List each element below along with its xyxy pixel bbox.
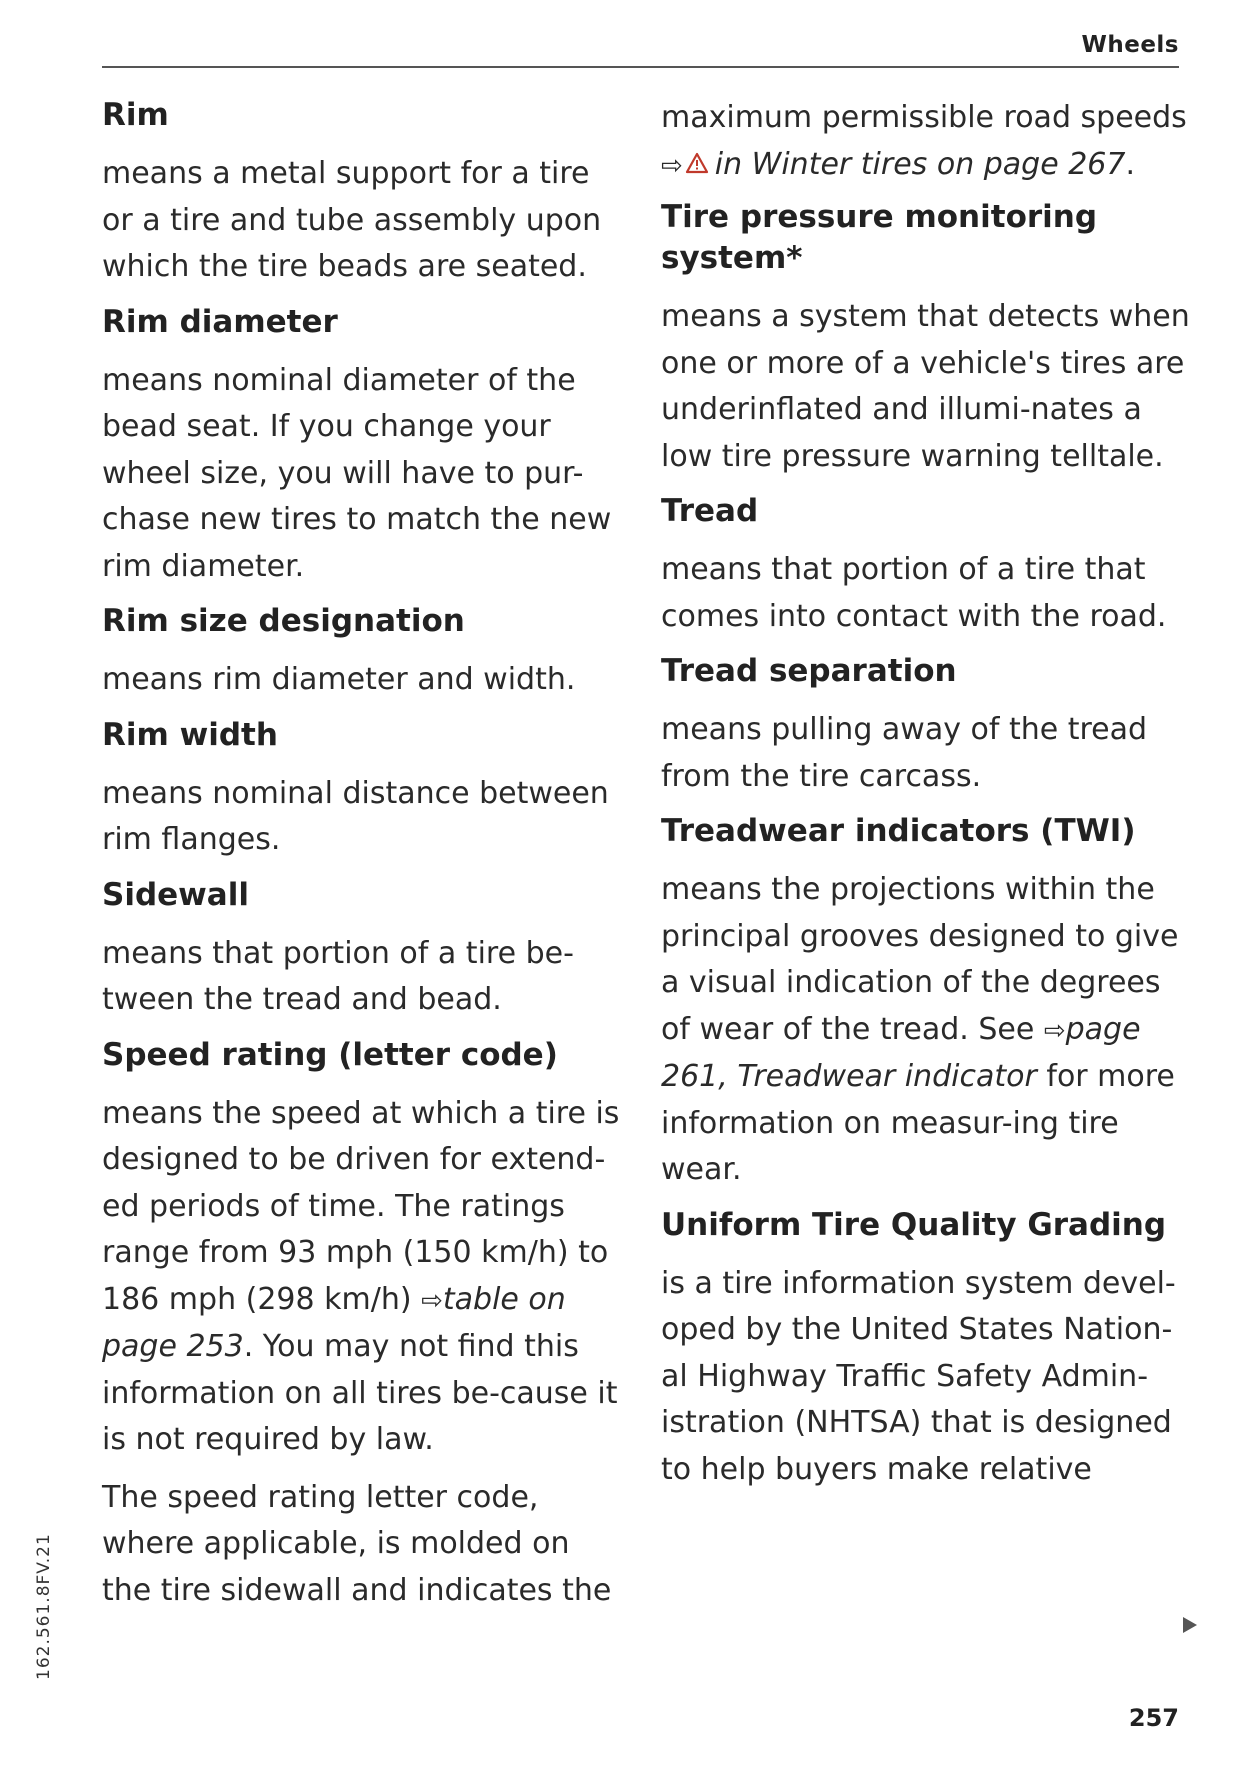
paragraph-text: . [1125,146,1136,182]
definition-text: means the projections within the principal grooves designed to give a visual indication of the degrees of wear of the tread. See [661,872,1179,1047]
arrow-right-icon: ⇨ [661,150,683,181]
continued-paragraph [661,95,1191,189]
warning-triangle-icon [685,142,709,189]
entry-term: Sidewall [102,876,249,913]
glossary-entry [102,302,627,591]
entry-definition [102,1091,627,1464]
entry-term: Tread [661,493,759,529]
entry-term: Rim [102,97,169,133]
definition-text: for more information on measur-ing tire wear. [661,1059,1175,1187]
entry-term: Uniform Tire Quality Grading [661,1206,1167,1243]
glossary-entry-treadwear [661,811,1191,1194]
entry-definition: means nominal diameter of the bead seat. If you change your wheel size, you will have to pur-chase new tires to match the new rim diameter. [102,362,612,584]
definition-text: . You may not find this information on all tires be-cause it is not required by law. [102,1329,618,1457]
entry-definition: means that portion of a tire be-tween the tread and bead. [102,935,574,1017]
glossary-entry-speed-rating [102,1035,627,1464]
continue-arrow-icon [1183,1617,1197,1633]
right-column [661,95,1191,1504]
entry-definition: means nominal distance between rim flanges. [102,775,609,857]
paragraph-text: maximum permissible road speeds [661,100,1187,135]
arrow-right-icon: ⇨ [1043,1015,1066,1046]
page-reference-link[interactable]: page 261, Treadwear indicator [661,1011,1141,1094]
glossary-entry [661,197,1191,480]
entry-definition: means pulling away of the tread from the tire carcass. [661,712,1148,794]
page-number: 257 [1128,1704,1179,1732]
glossary-entry [661,651,1191,800]
glossary-entry [102,875,627,1024]
entry-term: Tread separation [661,653,957,689]
glossary-entry [102,601,627,704]
entry-term: Rim diameter [102,303,338,340]
glossary-entry-utqg [661,1205,1191,1494]
entry-term: Rim width [102,716,278,753]
arrow-right-icon: ⇨ [421,1285,443,1316]
glossary-entry [102,715,627,864]
entry-term: Treadwear indicators (TWI) [661,813,1136,849]
header-divider [102,66,1179,68]
glossary-entry [661,491,1191,640]
entry-definition: means that portion of a tire that comes into contact with the road. [661,552,1167,634]
section-title: Wheels [1081,32,1179,58]
entry-definition [661,867,1191,1194]
entry-definition: means a system that detects when one or more of a vehicle's tires are underinflated and illumi-nates a low tire pressure warning telltale. [661,299,1190,474]
speed-rating-paragraph: The speed rating letter code, where applicable, is molded on the tire sidewall and indicates the [102,1479,612,1608]
definition-text: means the speed at which a tire is designed to be driven for extend-ed periods of time. The ratings range from 93 mph (150 km/h) to 186 mph (298 km/h) [102,1095,620,1317]
entry-definition: means a metal support for a tire or a tire and tube assembly upon which the tire beads are seated. [102,156,602,284]
page-reference-link[interactable]: table on page 253 [102,1281,566,1364]
entry-definition: means rim diameter and width. [102,662,576,697]
page-reference-link[interactable]: in Winter tires on page 267 [714,146,1126,182]
glossary-entry [102,95,627,291]
entry-term: Speed rating (letter code) [102,1036,558,1073]
entry-definition: is a tire information system devel-oped by the United States Nation-al Highway Traffic Safety Admin-istration (NHTSA) that is designed to help buyers make relative [661,1265,1176,1487]
entry-term: Tire pressure monitoring system* [661,199,1098,276]
document-code: 162.561.8FV.21 [34,1533,54,1680]
entry-term: Rim size designation [102,603,465,639]
left-column [102,95,627,1622]
